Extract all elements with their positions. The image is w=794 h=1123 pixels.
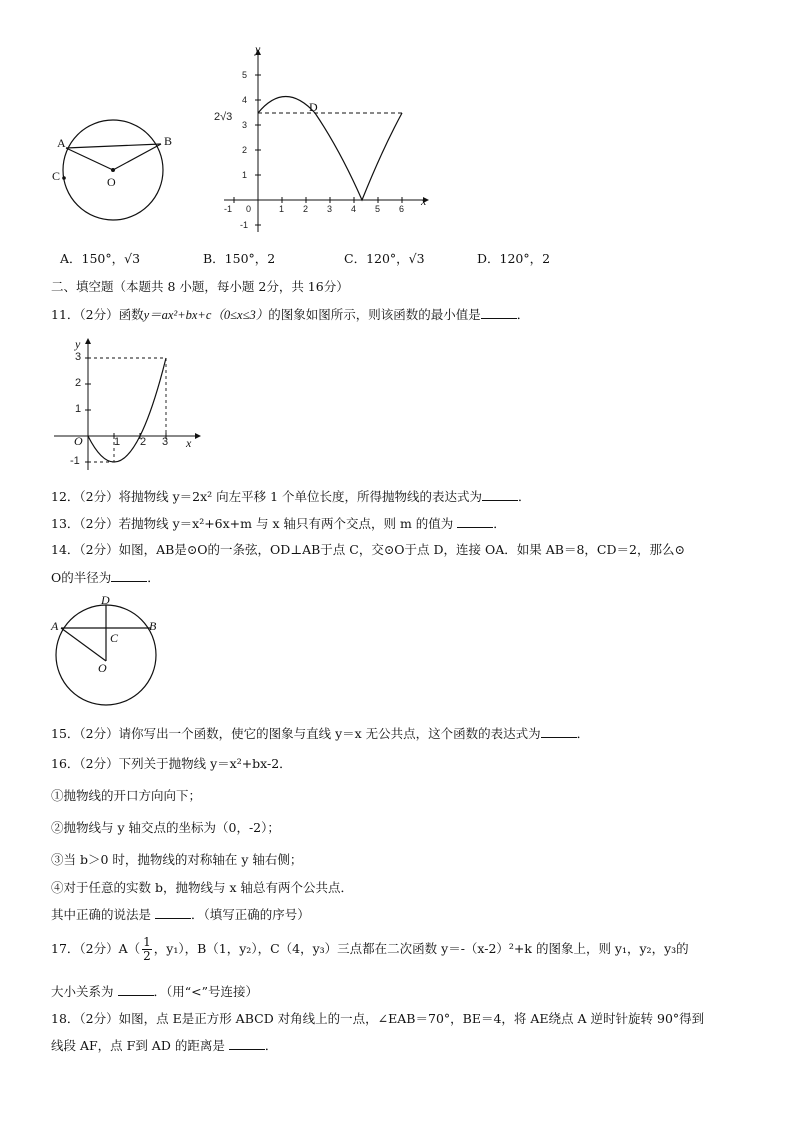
label-a: A [51, 619, 59, 633]
y-tick: 1 [75, 403, 82, 415]
option-d: D．120°，2 [477, 251, 551, 266]
statement-2: ②抛物线与 y 轴交点的坐标为（0，-2）； [51, 820, 280, 835]
origin-label: O [74, 434, 83, 448]
question-18-line1: 18．（2分）如图，点 E是正方形 ABCD 对角线上的一点，∠EAB＝70°，BE＝4，将 AE绕点 A 逆时针旋转 90°得到 [51, 1011, 705, 1026]
y-tick: -1 [70, 455, 80, 467]
label-a: A [57, 136, 66, 150]
y-tick: 5 [242, 70, 248, 80]
function-graph-1 [210, 40, 440, 240]
statement-4: ④对于任意的实数 b，抛物线与 x 轴总有两个公共点． [51, 880, 353, 895]
circle-figure-2 [48, 590, 168, 715]
question-16-ask: 其中正确的说法是 ．（填写正确的序号） [51, 907, 310, 922]
x-axis-label: x [421, 194, 427, 208]
x-tick: 0 [246, 204, 252, 214]
option-c: C．120°，√3 [344, 251, 425, 266]
y-tick: 3 [75, 351, 82, 363]
question-14-line1: 14．（2分）如图，AB是⊙O的一条弦，OD⊥AB于点 C，交⊙O于点 D，连接 OA．如果 AB＝8，CD＝2，那么⊙ [51, 542, 685, 557]
label-o: O [98, 661, 107, 675]
question-15: 15．（2分）请你写出一个函数，使它的图象与直线 y＝x 无公共点，这个函数的表达式为 ． [51, 726, 590, 741]
question-17-line2: 大小关系为 ．（用“<”号连接） [51, 984, 259, 999]
x-tick: 6 [399, 204, 405, 214]
question-17: 17．（2分）A（ $\frac{1}{2}$ ，y₁），B（1，y₂），C（4，y₃）三点都在二次函数 y＝-（x-2）²+k 的图象上，则 y₁，y₂，y₃的 [51, 935, 689, 963]
statement-1: ①抛物线的开口方向向下； [51, 788, 202, 803]
answer-blank[interactable] [541, 725, 577, 738]
y-tick: 1 [242, 170, 248, 180]
x-tick: -1 [224, 204, 233, 214]
statement-3: ③当 b＞0 时，抛物线的对称轴在 y 轴右侧； [51, 852, 303, 867]
answer-blank[interactable] [482, 488, 518, 501]
label-o: O [107, 175, 116, 189]
answer-blank[interactable] [155, 906, 191, 919]
point-d-label: D [309, 100, 318, 114]
question-13: 13．（2分）若抛物线 y＝x²+6x+m 与 x 轴只有两个交点，则 m 的值为 ． [51, 516, 506, 531]
y-tick: 2 [242, 145, 248, 155]
label-c: C [110, 631, 119, 645]
option-b: B．150°，2 [203, 251, 276, 266]
fraction-one-half: $\frac{1}{2}$ [143, 935, 151, 963]
y-axis-label: y [255, 42, 261, 56]
answer-blank[interactable] [457, 515, 493, 528]
x-tick: 5 [375, 204, 381, 214]
y-tick: 4 [242, 95, 248, 105]
question-16: 16．（2分）下列关于抛物线 y＝x²+bx-2． [51, 756, 292, 771]
x-axis-label: x [186, 436, 192, 450]
y-tick: 2 [75, 377, 82, 389]
answer-blank[interactable] [111, 569, 147, 582]
function-graph-2 [50, 335, 210, 475]
x-tick: 1 [114, 436, 121, 448]
x-tick: 3 [162, 436, 169, 448]
label-c: C [52, 169, 61, 183]
label-b: B [149, 619, 157, 633]
option-a: A．150°，√3 [60, 251, 141, 266]
label-d: D [101, 593, 110, 607]
label-b: B [164, 134, 173, 148]
question-14-line2: O的半径为 ． [51, 570, 160, 585]
answer-blank[interactable] [229, 1037, 265, 1050]
section-title: 二、填空题（本题共 8 小题，每小题 2分，共 16分） [51, 279, 349, 294]
question-12: 12．（2分）将抛物线 y＝2x² 向左平移 1 个单位长度，所得抛物线的表达式为 ． [51, 489, 531, 504]
y-tick: -1 [240, 220, 249, 230]
y-axis-label: y [75, 337, 81, 351]
x-tick: 3 [327, 204, 333, 214]
x-tick: 4 [351, 204, 357, 214]
y-tick: 3 [242, 120, 248, 130]
answer-blank[interactable] [481, 306, 517, 319]
x-tick: 2 [303, 204, 309, 214]
value-2sqrt3: 2√3 [214, 111, 233, 123]
circle-figure-1 [50, 112, 180, 222]
x-tick: 2 [140, 436, 147, 448]
question-11: 11．（2分）函数y＝ax²+bx+c（0≤x≤3）的图象如图所示，则该函数的最小值是 ． [51, 307, 530, 322]
answer-blank[interactable] [118, 983, 154, 996]
x-tick: 1 [279, 204, 285, 214]
question-18-line2: 线段 AF，点 F到 AD 的距离是 ． [51, 1038, 278, 1053]
